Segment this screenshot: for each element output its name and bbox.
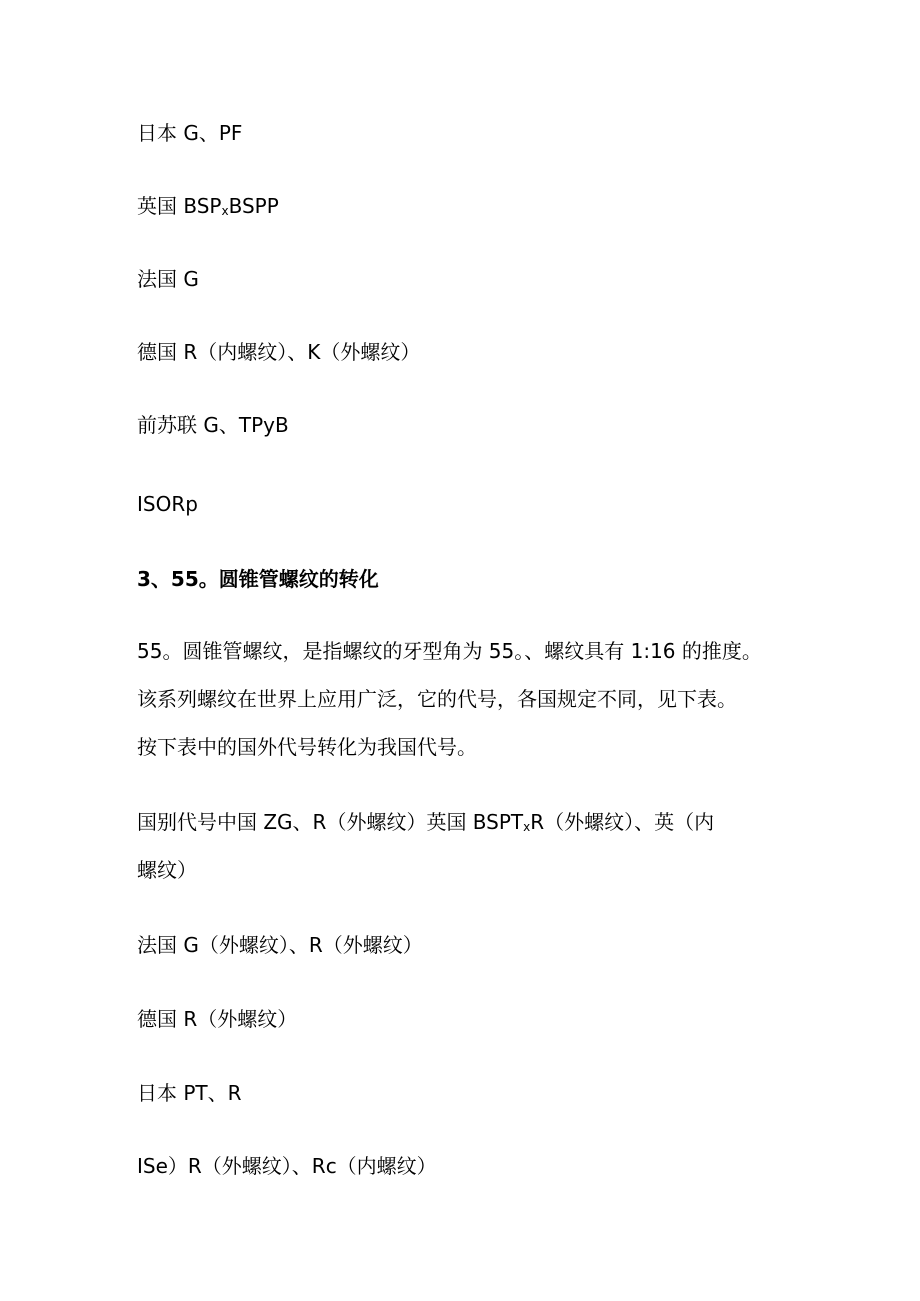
line-text: ISORp xyxy=(137,492,198,516)
line-text: 德国 R（外螺纹） xyxy=(137,1007,298,1031)
paragraph-line xyxy=(137,798,817,846)
section-heading: 3、55。圆锥管螺纹的转化 xyxy=(137,567,379,591)
line-text: 法国 G（外螺纹）、R（外螺纹） xyxy=(137,933,423,957)
paragraph-line: 该系列螺纹在世界上应用广泛，它的代号，各国规定不同，见下表。 xyxy=(137,687,737,711)
text-line-iso xyxy=(137,491,817,517)
line-text: 德国 R（内螺纹）、K（外螺纹） xyxy=(137,340,421,364)
text-line-france xyxy=(137,266,817,292)
text-line-uk xyxy=(137,193,817,219)
line-text: ISe）R（外螺纹）、Rc（内螺纹） xyxy=(137,1154,437,1178)
text-line-japan-2 xyxy=(137,1080,817,1106)
line-text: 法国 G xyxy=(137,267,199,291)
line-text: 国别代号中国 ZG、R（外螺纹）英国 BSPT xyxy=(137,810,524,834)
text-line-ussr xyxy=(137,412,817,438)
text-line-japan xyxy=(137,120,817,146)
text-line-iso-2 xyxy=(137,1153,817,1179)
paragraph-line: 螺纹） xyxy=(137,858,197,882)
text-line-germany-2 xyxy=(137,1006,817,1032)
paragraph-line: 55。圆锥管螺纹，是指螺纹的牙型角为 55。、螺纹具有 1:16 的推度。 xyxy=(137,639,762,663)
body-paragraph xyxy=(137,627,817,771)
line-text: R（外螺纹）、英（内 xyxy=(530,810,715,834)
line-text: 前苏联 G、TPyB xyxy=(137,413,289,437)
subscript: x xyxy=(221,204,229,218)
text-line-france-2 xyxy=(137,932,817,958)
table-text-paragraph xyxy=(137,798,817,894)
line-text: 英国 BSP xyxy=(137,194,222,218)
line-text: BSPP xyxy=(228,194,279,218)
text-line-germany xyxy=(137,339,817,365)
subscript: x xyxy=(523,820,531,834)
line-text: 日本 G、PF xyxy=(137,121,243,145)
paragraph-line: 按下表中的国外代号转化为我国代号。 xyxy=(137,735,477,759)
line-text: 日本 PT、R xyxy=(137,1081,242,1105)
